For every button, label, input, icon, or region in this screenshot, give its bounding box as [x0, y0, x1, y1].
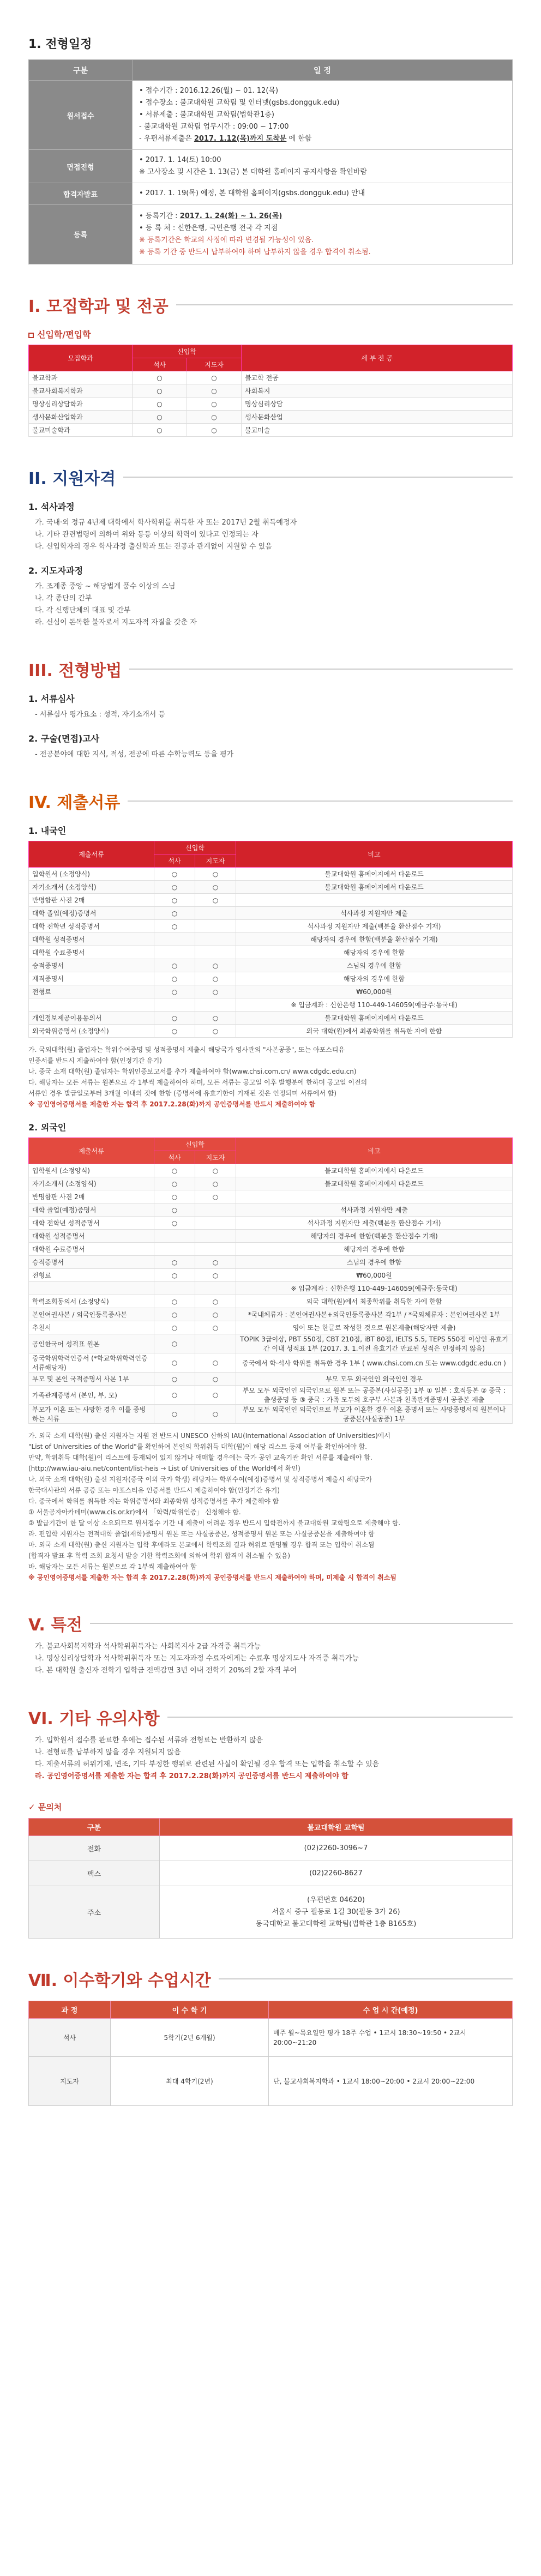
- cell-ms: ○: [154, 1025, 195, 1038]
- table-row: [29, 998, 513, 1012]
- cell-note: ₩60,000원: [236, 985, 513, 998]
- table-row: 명상심리상담학과 ○ ○ 명상심리상담: [29, 398, 513, 411]
- cell-doc: 대학원 수료증명서: [29, 1243, 154, 1256]
- cell-note: 외국 대학(원)에서 최종학위를 취득한 자에 한함: [236, 1295, 513, 1308]
- cell-ld: ○: [195, 1256, 236, 1269]
- section-notes-title: VI. 기타 유의사항: [28, 1705, 513, 1729]
- cell-ld: ○: [195, 1321, 236, 1334]
- table-row: [29, 1190, 513, 1203]
- table-row: [29, 985, 513, 998]
- cell-ld: ○: [195, 881, 236, 894]
- cell-ms: ○: [154, 959, 195, 972]
- apply-item: • 서류제출 : 불교대학원 교학팀(법학관1층): [139, 111, 274, 119]
- table-row: [29, 1243, 513, 1256]
- apply-item: - 불교대학원 교학팀 업무시간 : 09:00 ~ 17:00: [139, 123, 289, 131]
- cell-note: 부모 모두 외국인인 외국인으로 원본 또는 공증본(사실공증) 1부 ① 일본 : 호적등본 ② 중국 : 출생증명 등 ③ 중국 : 가족 모두의 호구부 사본과 친족관계증명서 공증본 제출: [236, 1386, 513, 1405]
- cell-note: 해당자의 경우에 한함(백분율 환산점수 기재): [236, 1230, 513, 1243]
- cell-ld: [195, 1334, 236, 1353]
- table-row: [29, 1334, 513, 1353]
- cell-note: 불교대학원 홈페이지에서 다운로드: [236, 881, 513, 894]
- col-major: 세 부 전 공: [242, 345, 513, 371]
- cell-doc: 학력조회동의서 (소정양식): [29, 1295, 154, 1308]
- cell-ms: [154, 1230, 195, 1243]
- cell-note: *국내체류자 : 본인여권사본+외국인등록증사본 각1부 / *국외체류자 : 본인여권사본 1부: [236, 1308, 513, 1321]
- cell-note: 영어 또는 한글로 작성한 것으로 원본제출(해당자만 제출): [236, 1321, 513, 1334]
- section-semesters-title: Ⅶ. 이수학기와 수업시간: [28, 1967, 513, 1991]
- cell-doc: 대학 졸업(예정)증명서: [29, 907, 154, 920]
- table-row: [29, 946, 513, 959]
- cell-ms: ○: [154, 907, 195, 920]
- cell-doc: 자기소개서 (소정양식): [29, 1177, 154, 1190]
- col-ms: 석사: [154, 854, 195, 868]
- table-row: [29, 1177, 513, 1190]
- cell-note: [236, 1190, 513, 1203]
- document-review-title: 1. 서류심사: [28, 694, 75, 704]
- table-row: [29, 933, 513, 946]
- table-row: [29, 1308, 513, 1321]
- table-row: [29, 1230, 513, 1243]
- registration-label: 등록: [29, 204, 133, 264]
- fax-value: (02)2260-8627: [160, 1861, 513, 1886]
- cell-ld: ○: [195, 1164, 236, 1177]
- cell-ld: ○: [195, 1269, 236, 1282]
- cell-doc: 반명함판 사진 2매: [29, 1190, 154, 1203]
- cell-note: 해당자의 경우에 한함(백분율 환산점수 기재): [236, 933, 513, 946]
- cell-note: 부모 모두 외국인인 외국인인 경우: [236, 1373, 513, 1386]
- section-departments-title: I. 모집학과 및 전공: [28, 293, 513, 317]
- cell-ms: ○: [154, 894, 195, 907]
- table-row: [29, 1012, 513, 1025]
- table-row: 불교사회복지학과 ○ ○ 사회복지: [29, 384, 513, 398]
- cell-note: 스님의 경우에 한함: [236, 959, 513, 972]
- schedule-col-date: 일 정: [133, 60, 513, 81]
- cell-ms: ○: [154, 1308, 195, 1321]
- cell-note: 해당자의 경우에 한함: [236, 946, 513, 959]
- cell-doc: 부모가 이혼 또는 사망한 경우 이를 증빙하는 서류: [29, 1405, 154, 1424]
- table-row: [29, 1405, 513, 1424]
- notes-list: 가. 입학원서 접수를 완료한 후에는 접수된 서류와 전형료는 반환하지 않음 나. 전형료를 납부하지 않을 경우 지원되지 않음 다. 제출서류의 허위기재, 변조, 기타 부정한 행위로 관련된 사실이 확인될 경우 합격 또는 입학을 취소할 수 있음 라. 공인영어증명서를 제출한 자는 합격 후 2017.2.28(화)까지 공인증명서를 반드시 제출하여야 함: [35, 1736, 380, 1780]
- address-label: 주소: [29, 1886, 160, 1939]
- interview-text: - 전공분야에 대한 지식, 적성, 전공에 따른 수학능력도 등을 평가: [35, 750, 234, 759]
- fax-label: 팩스: [29, 1861, 160, 1886]
- cell-ld: ○: [195, 972, 236, 985]
- table-row: [29, 1295, 513, 1308]
- cell-ms: ○: [154, 1269, 195, 1282]
- table-row: [29, 894, 513, 907]
- result-cell: [133, 183, 513, 204]
- cell-ms: ○: [154, 972, 195, 985]
- registration-note: ※ 등록 기간 중 반드시 납부하여야 하며 납부하지 않을 경우 합격이 취소됨.: [139, 248, 371, 256]
- leader-semesters: 최대 4학기(2년): [111, 2057, 269, 2106]
- cell-note: ₩60,000원: [236, 1269, 513, 1282]
- foreign-notes: 가. 외국 소재 대학(원) 출신 지원자는 지원 전 반드시 UNESCO 산하의 IAU(International Association of Universities)에서 "List of Universities of the World"를 확인하여 본인의 학위취득 대학(원)이 해당 리스트 등재 여부를 확인하여야 함. 만약, 학위취득 대학(원)이 리스트에 등재되어 있지 않거나 애매할 경우에는 국가 공인 교육기관 확인 서류를 제출해야 함. (http://www.iau-aiu.net/content/list-heis → List of Universities of the World에서 확인) 나. 외국 소재 대학(원) 출신 지원자(중국 이외 국가 학생) 해당자는 학위수여(예정)증명서 및 성적증명서 제출시 해당국가 한국대사관의 서류 공증 또는 아포스티유 인증서를 반드시 제출하여야 함(인정기간 유기) 다. 중국에서 학위를 취득한 자는 학위증명서와 최종학위 성적증명서를 추가 제출해야 함 ① 서울공자아카데미(www.cis.or.kr)에서 「학력/학위인증」 신청해야 함. ② 발급기간이 한 달 이상 소요되므로 원서접수 기간 내 제출이 어려운 경우 반드시 입학전까지 불교대학원 교학팀으로 제출해야 함. 라. 편입학 지원자는 전적대학 졸업(재학)증명서 원본 또는 사실공증본, 성적증명서 원본 또는 사실공증본을 제출하여야 함 마. 외국 소재 대학(원) 출신 지원자는 입학 후에라도 본교에서 학력조회 결과 허위로 판명될 경우 합격 또는 입학이 취소됨 (합격자 발표 후 학력 조회 요청서 발송 기한 학력조회에 의하여 학위 합격이 취소될 수 있음) 바. 해당자는 모든 서류는 원본으로 각 1부씩 제출하여야 함 ※ 공인영어증명서를 제출한 자는 합격 후 2017.2.28(화)까지 공인증명서를 반드시 제출하여야 하며, 미제출 시 합격이 취소됨: [28, 1432, 401, 1581]
- cell-ms: ○: [154, 1373, 195, 1386]
- cell-ld: [195, 998, 236, 1012]
- cell-ms: ○: [154, 1177, 195, 1190]
- table-row: [29, 881, 513, 894]
- table-row: [29, 1217, 513, 1230]
- cell-note: 해당자의 경우에 한함: [236, 1243, 513, 1256]
- cell-ms: ○: [154, 1295, 195, 1308]
- registration-period: • 등록기간 : 2017. 1. 24(화) ~ 1. 26(목): [139, 212, 282, 220]
- cell-doc: 외국학위증명서 (소정양식): [29, 1025, 154, 1038]
- cell-doc: 대학원 수료증명서: [29, 946, 154, 959]
- cell-ms: ○: [154, 1386, 195, 1405]
- cell-doc: 공인한국어 성적표 원본: [29, 1334, 154, 1353]
- interview-cell: [133, 150, 513, 183]
- table-row: [29, 1353, 513, 1373]
- leader-time: 단, 불교사회복지학과 • 1교시 18:00~20:00 • 2교시 20:00~22:00: [269, 2057, 513, 2106]
- cell-ld: ○: [195, 959, 236, 972]
- col-doc: 제출서류: [29, 1138, 154, 1164]
- cell-doc: 개인정보제공이용동의서: [29, 1012, 154, 1025]
- cell-doc: 가족관계증명서 (본인, 부, 모): [29, 1386, 154, 1405]
- cell-doc: 전형료: [29, 1269, 154, 1282]
- cell-ms: ○: [154, 1353, 195, 1373]
- cell-ms: ○: [154, 985, 195, 998]
- table-row: [29, 959, 513, 972]
- cell-ms: ○: [154, 1334, 195, 1353]
- masters-semesters: 5학기(2년 6개월): [111, 2019, 269, 2057]
- cell-ld: ○: [195, 1025, 236, 1038]
- cell-ld: [195, 1282, 236, 1295]
- departments-table: [28, 345, 513, 437]
- col-class-time: 수 업 시 간(예정): [269, 2001, 513, 2019]
- col-new: 신입학: [154, 1138, 236, 1151]
- col-new: 신입학: [154, 841, 236, 854]
- cell-doc: 입학원서 (소정양식): [29, 1164, 154, 1177]
- cell-ld: ○: [195, 894, 236, 907]
- col-ms: 석사: [154, 1151, 195, 1164]
- section-benefits-title: V. 특전: [28, 1611, 513, 1635]
- square-icon: [28, 333, 34, 338]
- registration-cell: [133, 204, 513, 264]
- cell-doc: 부모 및 본인 국적증명서 사본 1부: [29, 1373, 154, 1386]
- phone-value: (02)2260-3096~7: [160, 1836, 513, 1861]
- cell-doc: 재직증명서: [29, 972, 154, 985]
- result-label: 합격자발표: [29, 183, 133, 204]
- col-dept: 모집학과: [29, 345, 133, 371]
- foreign-docs-table: [28, 1137, 513, 1424]
- masters-eligibility-title: 1. 석사과정: [28, 502, 75, 512]
- cell-ms: ○: [154, 881, 195, 894]
- cell-doc: 본인여권사본 / 외국인등록증사본: [29, 1308, 154, 1321]
- cell-ms: ○: [154, 1164, 195, 1177]
- semesters-table: [28, 2001, 513, 2106]
- apply-item: • 접수기간 : 2016.12.26(월) ~ 01. 12(목): [139, 87, 279, 95]
- cell-ms: ○: [154, 1321, 195, 1334]
- phone-label: 전화: [29, 1836, 160, 1861]
- cell-ld: [195, 1243, 236, 1256]
- cell-note: 석사과정 지원자만 제출: [236, 1203, 513, 1217]
- cell-doc: 승적증명서: [29, 959, 154, 972]
- cell-ld: ○: [195, 1386, 236, 1405]
- cell-note: 외국 대학(원)에서 최종학위를 취득한 자에 한함: [236, 1025, 513, 1038]
- cell-ld: [195, 907, 236, 920]
- leader-label: 지도자: [29, 2057, 111, 2106]
- cell-ms: [154, 998, 195, 1012]
- cell-ld: ○: [195, 1295, 236, 1308]
- cell-note: 중국에서 학·석사 학위를 취득한 경우 1부 ( www.chsi.com.cn 또는 www.cdgdc.edu.cn ): [236, 1353, 513, 1373]
- cell-ld: ○: [195, 1177, 236, 1190]
- table-row: 불교학과 ○ ○ 불교학 전공: [29, 371, 513, 384]
- cell-doc: 전형료: [29, 985, 154, 998]
- table-row: [29, 907, 513, 920]
- cell-ms: [154, 1282, 195, 1295]
- result-item: • 2017. 1. 19(목) 예정, 본 대학원 홈페이지(gsbs.dongguk.edu) 안내: [139, 189, 365, 197]
- cell-note: ※ 입금계좌 : 신한은행 110-449-146059(예금주:동국대): [236, 998, 513, 1012]
- cell-ms: ○: [154, 1217, 195, 1230]
- section-eligibility-title: II. 지원자격: [28, 465, 513, 489]
- cell-note: 석사과정 지원자만 제출(백분율 환산점수 기재): [236, 920, 513, 933]
- cell-ld: [195, 1230, 236, 1243]
- contact-col-office: 불교대학원 교학팀: [160, 1819, 513, 1836]
- cell-ms: [154, 946, 195, 959]
- cell-ld: [195, 946, 236, 959]
- cell-ld: [195, 1203, 236, 1217]
- cell-doc: 대학원 성적증명서: [29, 933, 154, 946]
- contact-table: [28, 1818, 513, 1939]
- cell-ms: ○: [154, 1203, 195, 1217]
- table-row: [29, 1373, 513, 1386]
- cell-ms: ○: [154, 868, 195, 881]
- masters-eligibility-list: 가. 국내·외 정규 4년제 대학에서 학사학위를 취득한 자 또는 2017년 2월 취득예정자 나. 기타 관련법령에 의하여 위와 동등 이상의 학력이 있다고 인정되는 자 다. 신입학자의 경우 학사과정 출신학과 또는 전공과 관계없이 지원할 수 있음: [35, 519, 297, 551]
- cell-note: ※ 입금계좌 : 신한은행 110-449-146059(예금주:동국대): [236, 1282, 513, 1295]
- cell-ms: ○: [154, 920, 195, 933]
- apply-item-post: - 우편서류제출은 2017. 1.12(목)까지 도착분 에 한함: [139, 135, 312, 143]
- cell-ld: [195, 920, 236, 933]
- interview-item: ※ 고사장소 및 시간은 1. 13(금) 본 대학원 홈페이지 공지사항을 확인바람: [139, 168, 367, 176]
- contact-col-category: 구분: [29, 1819, 160, 1836]
- cell-ms: [154, 933, 195, 946]
- cell-note: 석사과정 지원자만 제출: [236, 907, 513, 920]
- cell-doc: 대학원 성적증명서: [29, 1230, 154, 1243]
- cell-note: TOPIK 3급이상, PBT 550점, CBT 210점, iBT 80점, IELTS 5.5, TEPS 550점 이상인 유효기간 이내 성적표 1부 (2017. 3. 1.이전 유효기간 만료된 성적은 인정하지 않음): [236, 1334, 513, 1353]
- masters-time: 매주 월~목요일만 평가 18주 수업 • 1교시 18:30~19:50 • 2교시 20:00~21:20: [269, 2019, 513, 2057]
- col-doc: 제출서류: [29, 841, 154, 868]
- table-row: [29, 1025, 513, 1038]
- cell-doc: 대학 전학년 성적증명서: [29, 920, 154, 933]
- masters-label: 석사: [29, 2019, 111, 2057]
- address-value: (우편번호 04620) 서울시 중구 필동로 1길 30(필동 3가 26) 동국대학교 불교대학원 교학팀(법학관 1층 B165호): [160, 1886, 513, 1939]
- domestic-title: 1. 내국인: [28, 826, 67, 836]
- cell-ld: ○: [195, 1373, 236, 1386]
- cell-ld: [195, 933, 236, 946]
- col-new: 신입학: [133, 345, 242, 358]
- document-review-text: - 서류심사 평가요소 : 성적, 자기소개서 등: [35, 711, 165, 719]
- cell-ld: ○: [195, 868, 236, 881]
- apply-label: 원서접수: [29, 81, 133, 150]
- col-leader: 지도자: [195, 1151, 236, 1164]
- table-row: [29, 1386, 513, 1405]
- cell-note: 불교대학원 홈페이지에서 다운로드: [236, 1164, 513, 1177]
- cell-ms: ○: [154, 1405, 195, 1424]
- cell-note: 불교대학원 홈페이지에서 다운로드: [236, 1177, 513, 1190]
- table-row: [29, 972, 513, 985]
- table-row: [29, 1164, 513, 1177]
- table-row: [29, 1321, 513, 1334]
- section-selection-title: III. 전형방법: [28, 657, 513, 681]
- domestic-docs-table: [28, 841, 513, 1038]
- col-ms: 석사: [133, 358, 187, 371]
- schedule-col-category: 구분: [29, 60, 133, 81]
- cell-ms: [154, 1243, 195, 1256]
- col-note: 비고: [236, 1138, 513, 1164]
- cell-note: 부모 모두 외국인인 외국인으로 부모가 이혼한 경우 이혼 증명서 또는 사망증명서의 원본이나 공증본(사실공증) 1부: [236, 1405, 513, 1424]
- table-row: [29, 1256, 513, 1269]
- benefits-list: 가. 불교사회복지학과 석사학위취득자는 사회복지사 2급 자격증 취득가능 나. 명상심리상담학과 석사학위취득자 또는 지도자과정 수료자에게는 수료후 명상지도사 자격증 취득가능 다. 본 대학원 출신자 전학기 입학금 전액감면 3년 이내 전학기 20%의 2할 자격 부여: [35, 1642, 359, 1675]
- cell-ld: ○: [195, 1190, 236, 1203]
- cell-note: 스님의 경우에 한함: [236, 1256, 513, 1269]
- cell-ms: ○: [154, 1190, 195, 1203]
- table-row: 불교미술학과 ○ ○ 불교미술: [29, 424, 513, 437]
- table-row: [29, 1203, 513, 1217]
- schedule-table: [28, 59, 513, 264]
- inquiry-title: ✓ 문의처: [28, 1802, 62, 1812]
- interview-label: 면접전형: [29, 150, 133, 183]
- leader-eligibility-list: 가. 조계종 중앙 ~ 해당법계 품수 이상의 스님 나. 각 종단의 간부 다. 각 신행단체의 대표 및 간부 라. 신심이 돈독한 불자로서 지도자적 자질을 갖춘 자: [35, 582, 197, 627]
- leader-eligibility-title: 2. 지도자과정: [28, 565, 83, 576]
- col-leader: 지도자: [195, 854, 236, 868]
- cell-note: 불교대학원 홈페이지에서 다운로드: [236, 1012, 513, 1025]
- cell-ld: [195, 1217, 236, 1230]
- cell-doc: 추천서: [29, 1321, 154, 1334]
- registration-note: ※ 등록기간은 학교의 사정에 따라 변경될 가능성이 있음.: [139, 236, 314, 244]
- foreign-title: 2. 외국인: [28, 1122, 67, 1133]
- table-row: [29, 1282, 513, 1295]
- col-note: 비고: [236, 841, 513, 868]
- cell-ld: ○: [195, 1012, 236, 1025]
- cell-doc: [29, 1282, 154, 1295]
- cell-doc: 승적증명서: [29, 1256, 154, 1269]
- cell-ms: ○: [154, 1256, 195, 1269]
- interview-title: 2. 구술(면접)고사: [28, 733, 100, 744]
- section-documents-title: IV. 제출서류: [28, 789, 513, 813]
- cell-note: [236, 894, 513, 907]
- interview-item: • 2017. 1. 14(토) 10:00: [139, 156, 221, 164]
- domestic-notes: 가. 국외대학(원) 졸업자는 학위수여증명 및 성적증명서 제출시 해당국가 영사관의 "사본공증", 또는 아포스티유 인증서를 반드시 제출하여야 함(인정기간 유기) 나. 중국 소재 대학(원) 졸업자는 학위인증보고서를 추가 제출하여야 함(www.chsi.com.cn/ www.cdgdc.edu.cn) 다. 해당자는 모든 서류는 원본으로 각 1부씩 제출하여야 하며, 모든 서류는 공고일 이후 발행분에 한하며 공고일 이전의 서류인 경우 발급일로부터 3개월 이내의 것에 한함 (증명서에 유효기한이 기재된 것은 인정되며 서류에서 함) ※ 공인영어증명서를 제출한 자는 합격 후 2017.2.28(화)까지 공인증명서를 반드시 제출하여야 함: [28, 1046, 368, 1108]
- cell-ld: ○: [195, 985, 236, 998]
- table-row: [29, 920, 513, 933]
- cell-doc: [29, 998, 154, 1012]
- cell-ld: ○: [195, 1308, 236, 1321]
- schedule-title: 1. 전형일정: [28, 38, 92, 51]
- cell-doc: 자기소개서 (소정양식): [29, 881, 154, 894]
- cell-note: 해당자의 경우에 한함: [236, 972, 513, 985]
- cell-note: 불교대학원 홈페이지에서 다운로드: [236, 868, 513, 881]
- cell-note: 석사과정 지원자만 제출(백분율 환산점수 기재): [236, 1217, 513, 1230]
- cell-doc: 대학 전학년 성적증명서: [29, 1217, 154, 1230]
- registration-item: • 등 록 처 : 신한은행, 국민은행 전국 각 지점: [139, 224, 278, 232]
- cell-ld: ○: [195, 1353, 236, 1373]
- col-course: 과 정: [29, 2001, 111, 2019]
- cell-ld: ○: [195, 1405, 236, 1424]
- table-row: [29, 1269, 513, 1282]
- cell-ms: ○: [154, 1012, 195, 1025]
- new-admission-subtitle: 신입학/편입학: [28, 328, 513, 340]
- apply-cell: [133, 81, 513, 150]
- table-row: 생사문화산업학과 ○ ○ 생사문화산업: [29, 411, 513, 424]
- cell-doc: 중국학위학력인증서 (*학교학위학력인증서류해당자): [29, 1353, 154, 1373]
- col-semesters: 이 수 학 기: [111, 2001, 269, 2019]
- cell-doc: 입학원서 (소정양식): [29, 868, 154, 881]
- apply-item: • 접수장소 : 불교대학원 교학팀 및 인터넷(gsbs.dongguk.edu): [139, 99, 340, 107]
- col-phd: 지도자: [187, 358, 242, 371]
- cell-doc: 반명함판 사진 2매: [29, 894, 154, 907]
- cell-doc: 대학 졸업(예정)증명서: [29, 1203, 154, 1217]
- table-row: [29, 868, 513, 881]
